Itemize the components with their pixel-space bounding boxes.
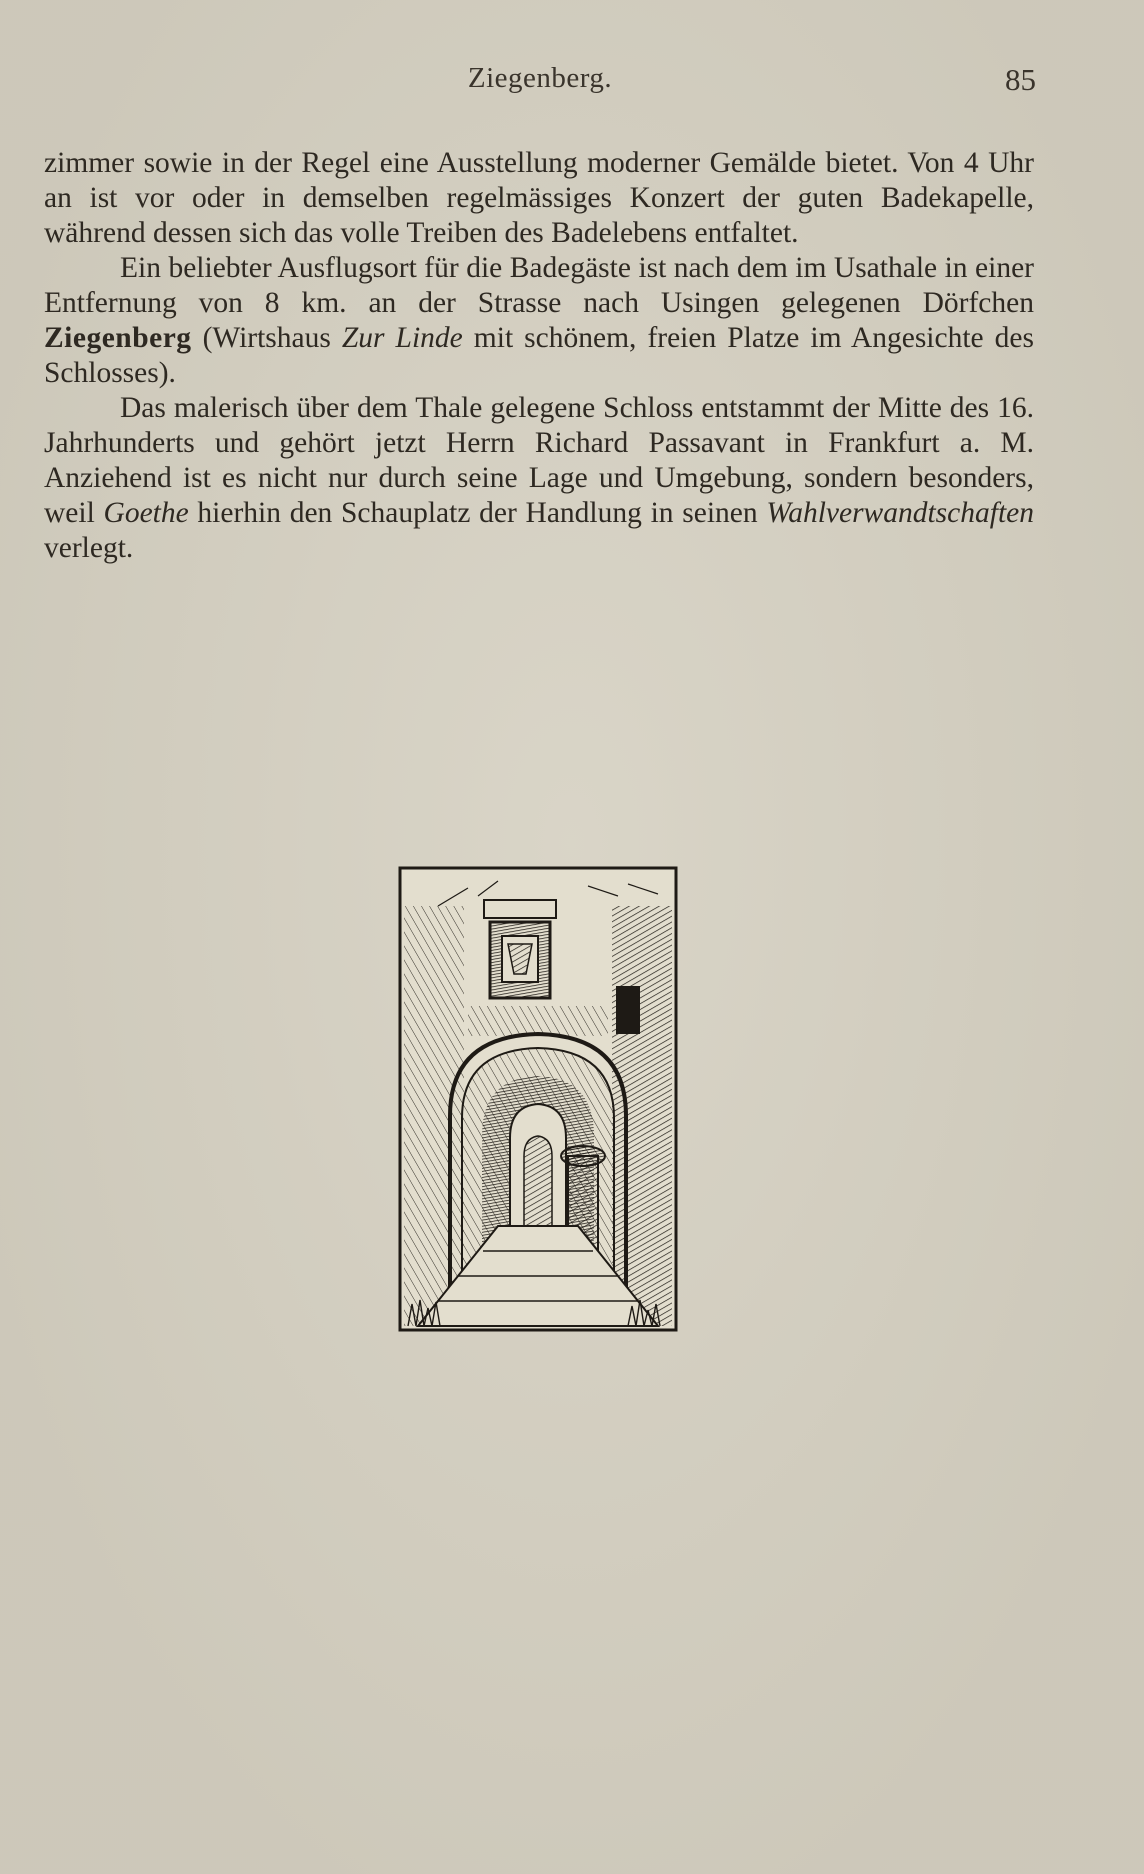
castle-gateway-engraving-icon xyxy=(398,866,678,1332)
paragraph-1-text: zimmer sowie in der Regel eine Ausstellung moderner Gemälde bietet. Von 4 Uhr an ist vor oder in demselben regelmässiges Konzert der guten Badekapelle, während dessen sich das volle Treiben des Badelebens entfaltet. xyxy=(44,147,1034,249)
inn-name: Zur Linde xyxy=(341,322,463,354)
place-name-ziegenberg: Ziegenberg xyxy=(44,322,192,354)
paragraph-3-text-c: verlegt. xyxy=(44,532,134,564)
paragraph-3-text-a: Das malerisch über dem Thale gelegene Schloss entstammt der Mitte des 16. Jahrhunderts und gehört jetzt Herrn Richard Passavant in Frankfurt a. M. Anziehend ist es nicht nur durch seine Lage und Umgebung, sondern besonders, weil xyxy=(44,392,1034,529)
work-title: Wahlverwandtschaften xyxy=(766,497,1034,529)
body-text xyxy=(44,146,1034,566)
paragraph-2-text-c: mit schönem, freien Platze im Angesichte des Schlosses). xyxy=(44,322,1034,389)
page-number: 85 xyxy=(1005,62,1036,97)
paragraph-2 xyxy=(44,251,1034,391)
paragraph-2-text-b: (Wirtshaus xyxy=(191,322,342,354)
author-name: Goethe xyxy=(103,497,189,529)
running-header-title: Ziegenberg. xyxy=(467,62,613,94)
paragraph-3 xyxy=(44,391,1034,566)
paragraph-2-text-a: Ein beliebter Ausflugsort für die Badegäste ist nach dem im Usathale in einer Entfernung von 8 km. an der Strasse nach Usingen gelegenen Dörfchen xyxy=(44,252,1034,319)
paragraph-1 xyxy=(44,146,1034,251)
paragraph-3-text-b: hierhin den Schauplatz der Handlung in seinen xyxy=(188,497,767,529)
